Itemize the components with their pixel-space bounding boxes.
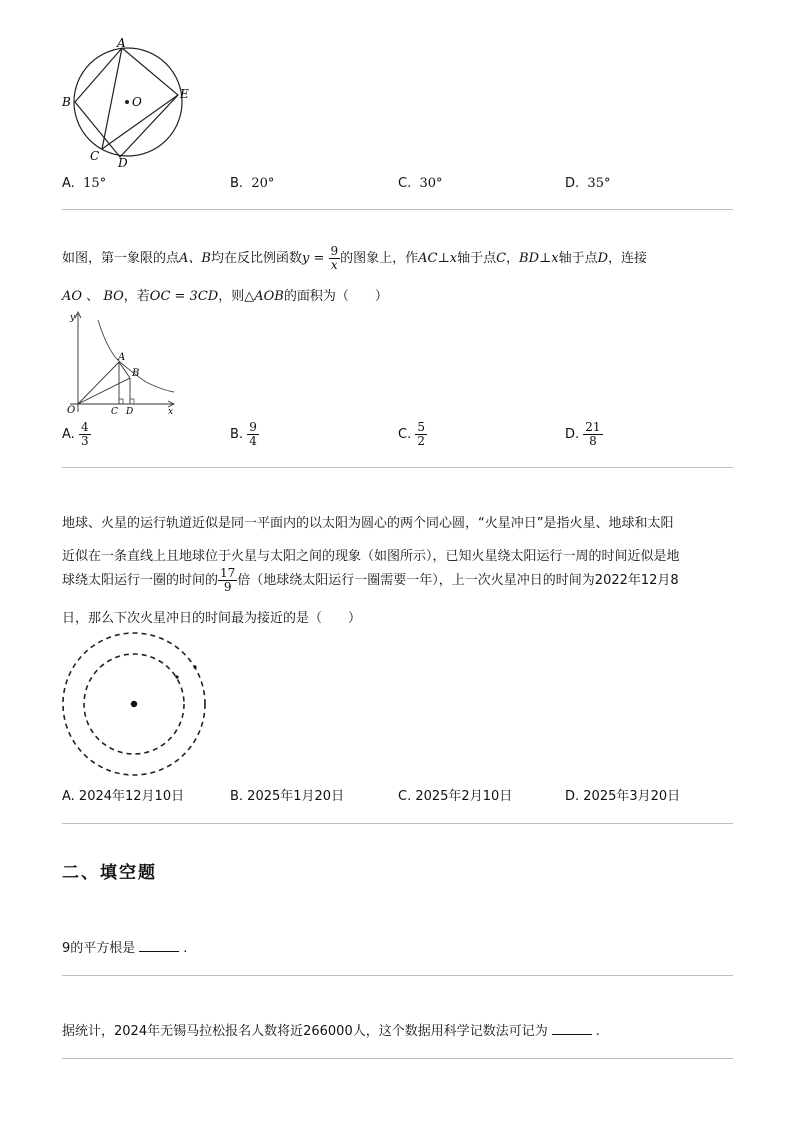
orbit-figure [60,632,210,778]
divider [62,209,733,210]
question-inverse-line1: 如图，第一象限的点A、B均在反比例函数y = $\frac{9}{x}$ 的图象上，作AC⊥x轴于点C，BD⊥x轴于点D，连接 [62,244,648,272]
segment-oa [78,362,119,404]
svg-text:x: x [168,407,174,417]
segment-ab [119,362,130,378]
inverse-graph [62,308,182,420]
label-C: C [90,149,100,163]
option-b[interactable]: B. 2025年1月20日 [230,789,345,804]
center-dot [125,100,129,104]
function-fraction: $\frac{9}{x}$ [330,244,339,272]
sun-dot [131,701,137,707]
option-a[interactable]: A. 15° [62,176,107,191]
label-O: O [132,95,142,109]
option-a[interactable]: A. $\frac{4}{3}$ [62,420,89,448]
option-d[interactable]: D. 2025年3月20日 [565,789,681,804]
chord-a-c [102,48,122,149]
circle-figure [58,36,198,172]
option-c[interactable]: C. 2025年2月10日 [398,789,513,804]
label-D: D [118,156,128,170]
question-mars-line2: 近似在一条直线上且地球位于火星与太阳之间的现象（如图所示），已知火星绕太阳运行一周的时间近似是地 [62,549,680,564]
answer-blank[interactable] [552,1022,592,1035]
question-mars-line1: 地球、火星的运行轨道近似是同一平面内的以太阳为圆心的两个同心圆，“火星冲日”是指火星、地球和太阳 [62,516,674,531]
fill-question-1: 9的平方根是 . [62,941,188,956]
option-b[interactable]: B. 20° [230,176,275,191]
divider [62,975,733,976]
question-mars-line4: 日，那么下次火星冲日的时间最为接近的是（ ） [62,611,362,626]
divider [62,467,733,468]
ratio-fraction: $\frac{17}{9}$ [220,566,236,594]
label-B: B [62,95,71,109]
segment-ob [78,378,130,404]
fill-question-2: 据统计，2024年无锡马拉松报名人数将近266000人，这个数据用科学记数法可记为 . [62,1024,600,1039]
option-a[interactable]: A. 2024年12月10日 [62,789,185,804]
divider [62,823,733,824]
divider [62,1058,733,1059]
option-d[interactable]: D. 35° [565,176,611,191]
svg-text:O: O [67,405,76,416]
option-d[interactable]: D. $\frac{21}{8}$ [565,420,601,448]
svg-text:y: y [70,313,76,323]
svg-text:A: A [118,352,126,363]
hyperbola-curve [98,320,174,392]
earth-dot [175,675,178,678]
option-b[interactable]: B. $\frac{9}{4}$ [230,420,257,448]
svg-text:B: B [132,368,140,379]
option-c[interactable]: C. $\frac{5}{2}$ [398,420,425,448]
svg-text:D: D [126,407,134,417]
answer-blank[interactable] [139,939,179,952]
mars-dot [193,665,196,668]
label-A: A [117,36,126,50]
option-c[interactable]: C. 30° [398,176,443,191]
label-E: E [180,87,189,101]
section-heading: 二、填空题 [62,863,157,883]
svg-text:C: C [111,407,118,417]
question-inverse-line2: AO 、 BO，若OC = 3CD，则△AOB的面积为（ ） [62,289,388,304]
question-mars-line3: 球绕太阳运行一圈的时间的 $\frac{17}{9}$ 倍（地球绕太阳运行一圈需要一年），上一次火星冲日的时间为2022年12月8 [62,566,679,594]
